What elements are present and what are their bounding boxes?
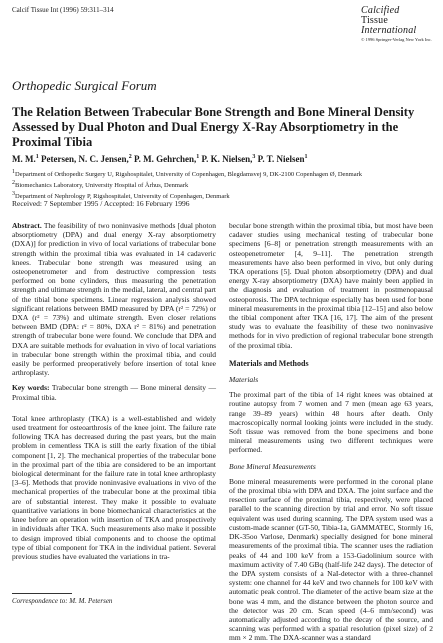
received-dates: Received: 7 September 1995 / Accepted: 16 February 1996	[12, 199, 190, 208]
logo-line-3: International	[361, 25, 417, 36]
author-name: P. M. Gehrchen,	[131, 154, 197, 164]
footnote-rule	[12, 593, 72, 594]
section-heading: Orthopedic Surgical Forum	[12, 78, 157, 93]
affiliation	[12, 168, 362, 179]
left-column	[12, 221, 216, 561]
materials-paragraph: The proximal part of the tibia of 14 right knees was obtained at routine autopsy from 7 women and 7 men (mean age 63 years, range 39–89 years) within 48 hours after death. Only macroscopically normal looking joints were included in the study. Soft tissue was removed from the bone specimens and bone mineral measurements using two different techniques were performed.	[229, 390, 433, 455]
methods-heading: Materials and Methods	[229, 358, 309, 368]
author-name: P. K. Nielsen,	[199, 154, 253, 164]
author-name: P. T. Nielsen	[255, 154, 305, 164]
author-affiliation-mark: 3	[252, 154, 256, 160]
abstract-text: The feasibility of two noninvasive methods [dual photon absorptiometry (DPA) and dual energy X-ray absorptiometry (DXA)] for prediction in vivo of local variations of trabecular bone strength within the proximal tibia was evaluated in 14 cadaveric knees. Trabecular bone strength was measured using an osteopenetrometer and from destructive compression tests performed on bone cylinders, thus measuring the penetration strength and ultimate strength in the medial, lateral, and central part of the tibial bone specimens. Linear regression analysis showed significant relations between BMD measured by DPA (r² = 72%) or DXA (r² = 73%) and ultimate strength. Even closer relations between BMD (DPA: r² = 80%, DXA r² = 81%) and penetration strength of trabecular bone were found. We conclude that DPA and DXA are suitable methods for evaluation in vivo of local variations in trabecular bone strength within the proximal tibia, and could easily be performed preoperatively before insertion of total knee arthroplasty.	[12, 221, 216, 378]
abstract-label: Abstract.	[12, 221, 42, 230]
journal-citation: Calcif Tissue Int (1996) 59:311–314	[12, 6, 114, 14]
affiliation-mark: 2	[12, 180, 15, 187]
author-list	[12, 154, 308, 164]
introduction-paragraph: Total knee arthroplasty (TKA) is a well-established and widely used treatment for osteoarthrosis of the knee joint. The failure rate following TKA has decreased during the past years, but the main problem in cementless TKA is still the early fixation of the tibial component [1, 2]. The mechanical properties of the trabecular bone in the proximal part of the tibia are considered to be an important biological determinant for the failure rate in total knee arthroplasty [3–6]. Methods that provide noninvasive evaluations in vivo of the mechanical properties of the trabecular bone at the proximal tibia are of substantial interest. They make it possible to evaluate quantitative variations in bone biomechanical characteristics at the knee before an operation with insertion of TKA and prospectively in individuals after TKA. Such measurements also make it possible to design improved tibial components and to choose the optimal type of tibial component for TKA in the individual patient. Several previous studies have evaluated the variations in tra-	[12, 413, 216, 561]
body-paragraph: becular bone strength within the proximal tibia, but most have been cadaver studies using mechanical testing of trabecular bone specimens [6–8] or penetration strength measurements with an osteopenetrometer [4, 9–11]. The penetration strength measurements have also been performed in vivo, but only during TKA operations [5]. Dual photon absorptiometry (DPA) and dual energy X-ray absorptiometry (DXA) have mainly been applied in the diagnosis and evaluation of treatment in postmenopausal osteoporosis. The DPA technique especially has been used for bone mineral measurements in the proximal tibia [12–15] and also below the tibial component after TKA [16, 17]. The aim of the present study was to evaluate the feasibility of these two noninvasive methods for in vivo prediction of regional trabecular bone strength of the proximal tibia.	[229, 221, 433, 350]
affiliation-mark: 3	[12, 191, 15, 198]
article-title: The Relation Between Trabecular Bone Strength and Bone Mineral Density Assessed by Dual Photon and Dual Energy X-Ray Absorptiometry in the Proximal Tibia	[12, 105, 415, 149]
affiliation	[12, 179, 362, 190]
materials-subheading: Materials	[229, 375, 259, 385]
abstract	[12, 221, 216, 377]
right-column	[229, 221, 433, 643]
affiliations	[12, 168, 362, 201]
affiliation-text: Department of Nephrology P, Rigshospitalet, University of Copenhagen, Denmark	[15, 193, 230, 201]
author-affiliation-mark: 1	[35, 154, 39, 160]
bone-mineral-subheading: Bone Mineral Measurements	[229, 461, 316, 471]
author-name: N. C. Jensen,	[76, 154, 129, 164]
keywords-text: Trabecular bone strength — Bone mineral density — Proximal tibia.	[12, 383, 216, 402]
keywords-label: Key words:	[12, 383, 50, 393]
author-name: Petersen,	[38, 154, 77, 164]
logo-line-1: Calcified	[361, 5, 400, 16]
author-affiliation-mark: 1	[196, 154, 200, 160]
bone-mineral-paragraph: Bone mineral measurements were performed in the coronal plane of the proximal tibia with DPA and DXA. The joint surface and the resection surface of the proximal tibia, respectively, were placed parallel to the scanning direction by trial and error. No soft tissue equivalent was used during scanning. The DPA system used was a custom-made scanner (GT-50, Tibia-1a, GAMMATEC, Stormly 16, DK-35oo Varlose, Denmark) specially designed for bone mineral measurements of the proximal tibia. The scanner uses the radiation peaks of 44 and 100 keV from a 153-Gadolinium source with maximum activity of 7.40 GBq (half-life 242 days). The detector of the DPA system consists of a NaI-detector with a three-channel system: one channel for 44 keV and two channels for 100 keV with automatic peak control. The diameter of the active beam size at the bone was 4 mm, and the distance between the photon source and the detector was 20 cm. Scan speed (4–6 mm/second) was automatically adjusted according to the decay of the source, and scanning was performed with a spatial resolution (pixel size) of 2 mm × 2 mm. The DXA-scanner was a standard	[229, 476, 433, 643]
correspondence-footnote: Correspondence to: M. M. Petersen	[12, 597, 113, 605]
journal-logo	[361, 6, 437, 44]
logo-line-2: Tissue	[361, 15, 388, 26]
copyright-notice: © 1996 Springer-Verlag New York Inc.	[361, 37, 432, 42]
author-affiliation-mark: 2	[128, 154, 132, 160]
author-name: M. M.	[12, 154, 36, 164]
affiliation-text: Department of Orthopedic Surgery U, Rigshospitalet, University of Copenhagen, Blegdamsvej 9, DK-2100 Copenhagen Ø, Denmark	[15, 171, 363, 179]
affiliation-text: Biomechanics Laboratory, University Hospital of Århus, Denmark	[15, 182, 189, 190]
author-affiliation-mark: 1	[304, 154, 308, 160]
keywords	[12, 383, 216, 401]
affiliation-mark: 1	[12, 169, 15, 175]
